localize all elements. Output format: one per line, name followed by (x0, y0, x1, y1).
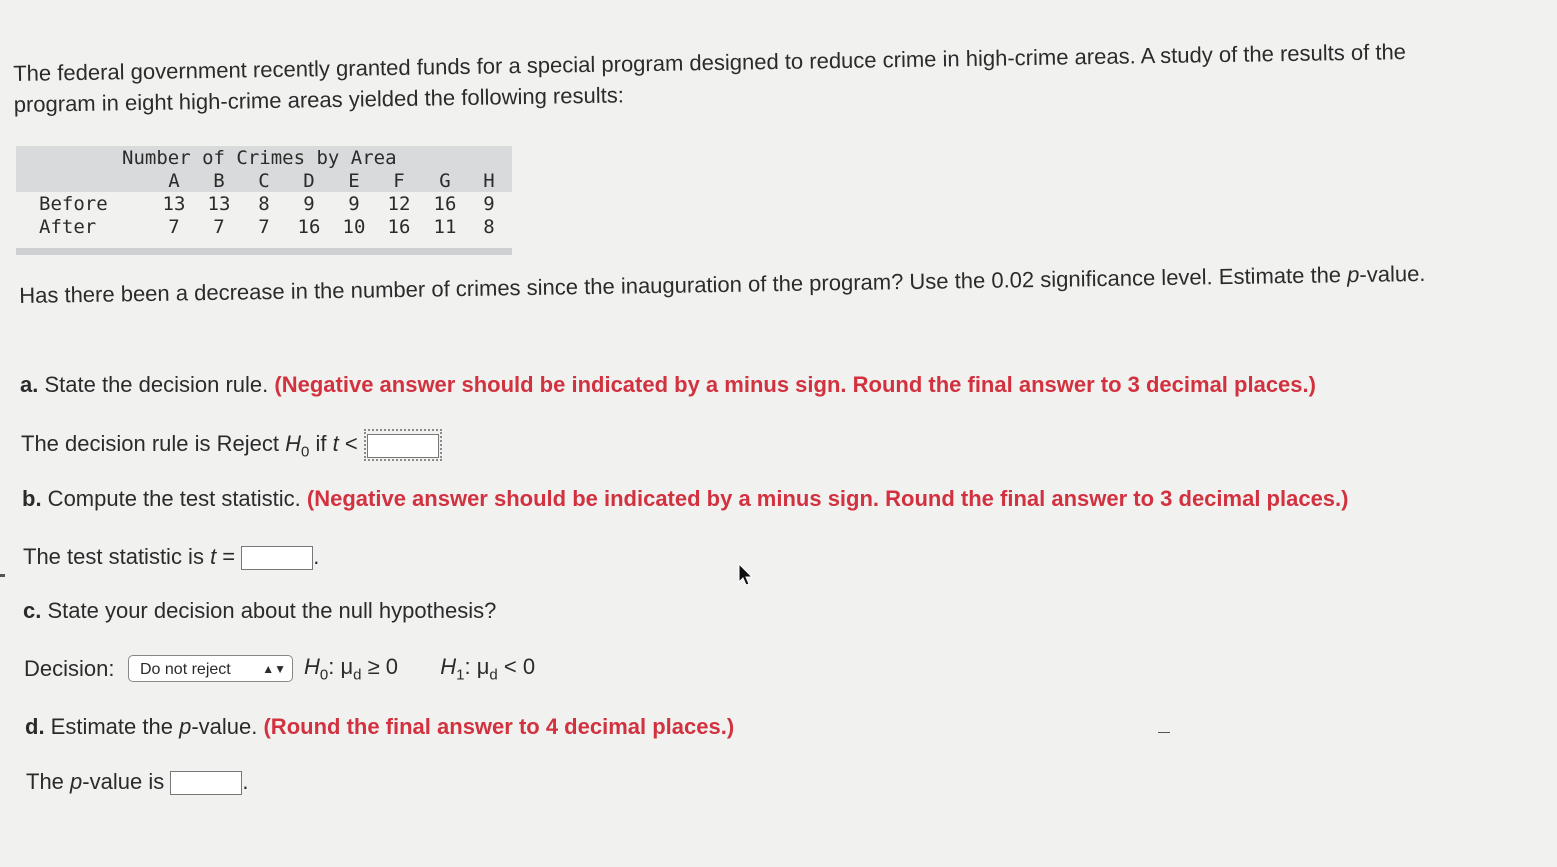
table-cell: 8 (258, 193, 270, 215)
part-b-letter: b. (22, 486, 42, 511)
column-header: A (168, 170, 180, 192)
column-header: B (213, 170, 225, 192)
part-c-heading (23, 598, 496, 624)
table-cell: 9 (348, 193, 360, 215)
p-value-text-end: -value is (82, 769, 171, 794)
p-value-line: The p-value is . (26, 769, 249, 794)
column-header: H (483, 170, 495, 192)
intro-paragraph: The federal government recently granted funds for a special program designed to reduce crime in high-crime areas. A study of the results of the program in eight high-crime areas yielded the following results: (13, 39, 1407, 117)
equals-sign: = (216, 544, 242, 569)
part-d-text-2: -value. (191, 714, 264, 739)
decision-rule-input-focus (364, 429, 442, 461)
table-cell: 7 (258, 216, 270, 238)
h1-condition: < 0 (497, 654, 536, 679)
column-header: C (258, 170, 270, 192)
decision-label: Decision: (24, 656, 115, 681)
decision-select[interactable] (128, 655, 293, 682)
hypotheses (304, 654, 535, 683)
table-cell: 12 (387, 193, 411, 215)
table-cell: 16 (297, 216, 321, 238)
crimes-table (16, 146, 512, 256)
part-d-p: p (179, 714, 192, 739)
t-symbol: t (210, 544, 217, 569)
table-cell: 10 (342, 216, 366, 238)
table-cell: 8 (483, 216, 495, 238)
table-cell: 9 (303, 193, 315, 215)
h0-symbol: H (304, 654, 320, 679)
part-a-letter: a. (20, 372, 39, 397)
table-title: Number of Crimes by Area (122, 147, 397, 169)
column-header: F (393, 170, 405, 192)
h0-subscript: 0 (319, 666, 329, 684)
table-cell: 11 (433, 216, 457, 238)
decision-rule-line (21, 429, 442, 461)
part-d-heading (25, 714, 734, 740)
question-text-end: -value. (1359, 260, 1426, 287)
table-cell: 13 (207, 193, 231, 215)
decision-rule-input[interactable] (367, 434, 439, 458)
h1-symbol: H (440, 654, 457, 679)
test-statistic-line: The test statistic is t = . (23, 544, 320, 569)
h0-condition: ≥ 0 (361, 654, 399, 679)
h1-subscript: 1 (456, 666, 465, 684)
question-text: Has there been a decrease in the number of crimes since the inauguration of the program? Use the 0.02 significance level. Estimate the (19, 262, 1348, 308)
edge-mark (0, 574, 5, 577)
if-text: if (309, 430, 333, 456)
test-statistic-text: The test statistic is (23, 544, 211, 569)
table-cell: 16 (387, 216, 411, 238)
h0-d-subscript: d (353, 666, 362, 684)
decision-selected-value: Do not reject (140, 661, 231, 678)
table-cell: 9 (483, 193, 495, 215)
part-a-heading (20, 372, 1316, 398)
select-arrows-icon: ▲▼ (262, 662, 286, 676)
p-value-input[interactable] (170, 771, 242, 795)
t-symbol: t (332, 430, 339, 456)
row-label: After (39, 216, 97, 238)
decision-rule-text: The decision rule is Reject (21, 430, 286, 456)
table-cell: 16 (433, 193, 457, 215)
part-d-note: (Round the final answer to 4 decimal places.) (263, 714, 735, 739)
p-value-text: The (26, 769, 71, 794)
part-c-text: State your decision about the null hypothesis? (41, 598, 497, 623)
table-cell: 7 (168, 216, 180, 238)
part-b-text: Compute the test statistic. (41, 486, 307, 511)
row-label: Before (39, 193, 108, 215)
part-a-note: (Negative answer should be indicated by a minus sign. Round the final answer to 3 decimal places.) (274, 372, 1316, 397)
table-cell: 13 (162, 193, 186, 215)
column-header: G (439, 170, 451, 192)
h1-d-subscript: d (489, 666, 498, 684)
h1-mu: : μ (464, 654, 490, 679)
h0-mu: : μ (328, 654, 354, 679)
table-cell: 7 (213, 216, 225, 238)
less-than: < (338, 430, 364, 456)
part-d-letter: d. (25, 714, 45, 739)
test-statistic-input[interactable] (241, 546, 313, 570)
mouse-pointer-icon (738, 563, 754, 587)
part-b-note: (Negative answer should be indicated by a minus sign. Round the final answer to 3 decimal places.) (306, 486, 1349, 511)
question-p: p (1346, 261, 1360, 288)
part-c-letter: c. (23, 598, 42, 623)
column-header: E (348, 170, 360, 192)
part-d-text: Estimate the (44, 714, 180, 739)
part-a-text: State the decision rule. (38, 372, 275, 397)
table-bottom-rule (16, 248, 512, 255)
question-paragraph (19, 258, 1439, 312)
column-header: D (303, 170, 315, 192)
h0-subscript: 0 (301, 443, 310, 461)
stray-mark (1158, 732, 1170, 733)
p-symbol: p (70, 769, 83, 794)
h0-symbol: H (285, 430, 302, 456)
part-b-heading (22, 486, 1348, 512)
